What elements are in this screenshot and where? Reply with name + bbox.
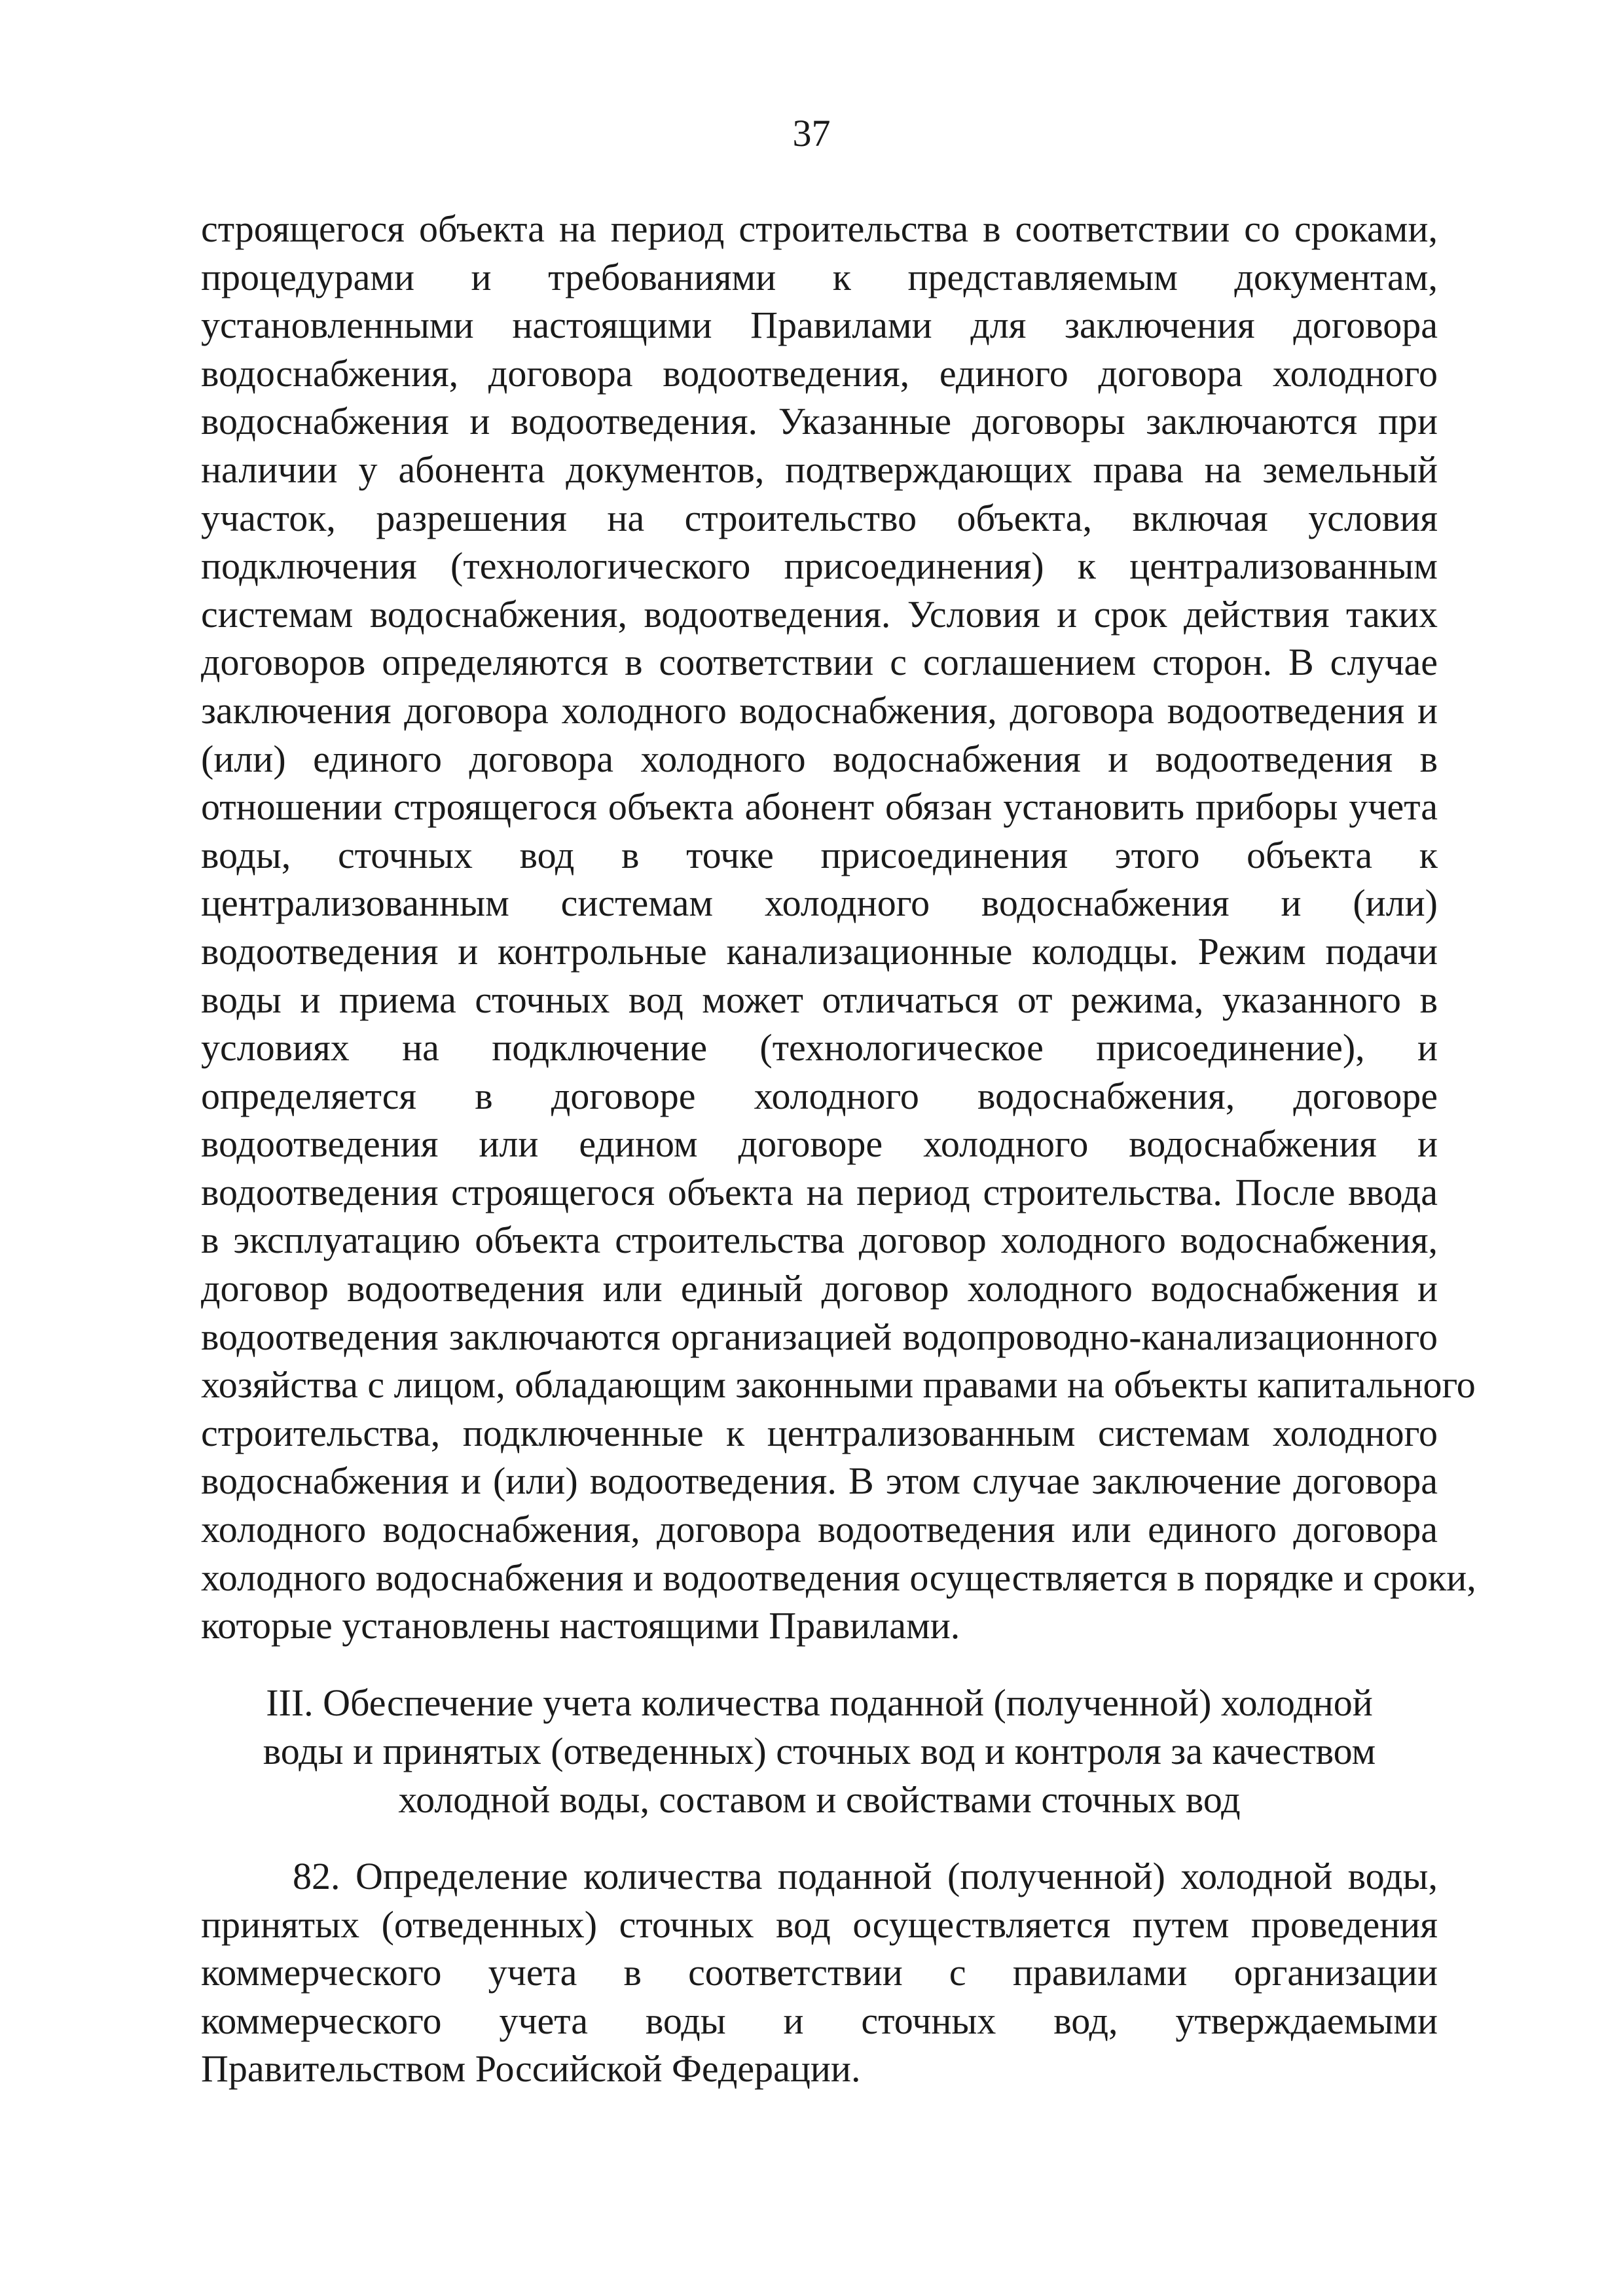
text-line: водоснабжения и (или) водоотведения. В этом случае заключение договора — [201, 1460, 1438, 1503]
text-line: водоотведения и контрольные канализационные колодцы. Режим подачи — [201, 929, 1438, 973]
text-line: определяется в договоре холодного водоснабжения, договоре — [201, 1074, 1438, 1117]
text-line: которые установлены настоящими Правилами. — [201, 1604, 960, 1647]
text-line: договоров определяются в соответствии с соглашением сторон. В случае — [201, 641, 1438, 684]
text-line: установленными настоящими Правилами для заключения договора — [201, 304, 1438, 347]
paragraph-continuation — [201, 205, 1476, 1650]
text-line: наличии у абонента документов, подтверждающих права на земельный — [201, 448, 1438, 491]
text-line: условиях на подключение (технологическое присоединение), и — [201, 1026, 1438, 1069]
text-line: строительства, подключенные к централизованным системам холодного — [201, 1411, 1438, 1454]
text-line: строящегося объекта на период строительства в соответствии со сроками, — [201, 207, 1438, 250]
text-line: холодного водоснабжения и водоотведения осуществляется в порядке и сроки, — [201, 1556, 1476, 1599]
text-line: Правительством Российской Федерации. — [201, 2047, 861, 2090]
text-line: водоснабжения, договора водоотведения, единого договора холодного — [201, 351, 1438, 395]
text-line: водоотведения заключаются организацией водопроводно-канализационного — [201, 1315, 1438, 1358]
text-line: воды, сточных вод в точке присоединения этого объекта к — [201, 833, 1438, 876]
text-line: отношении строящегося объекта абонент обязан установить приборы учета — [201, 785, 1438, 829]
section-heading — [201, 1679, 1438, 1824]
text-line: подключения (технологического присоединения) к централизованным — [201, 545, 1438, 588]
text-line: договор водоотведения или единый договор холодного водоснабжения и — [201, 1267, 1438, 1310]
text-line: принятых (отведенных) сточных вод осуществляется путем проведения — [201, 1903, 1438, 1946]
text-line: заключения договора холодного водоснабжения, договора водоотведения и — [201, 689, 1438, 732]
text-line: водоснабжения и водоотведения. Указанные договоры заключаются при — [201, 400, 1438, 443]
text-line: (или) единого договора холодного водоснабжения и водоотведения в — [201, 737, 1438, 780]
paragraph-82 — [201, 1852, 1438, 2093]
text-line: участок, разрешения на строительство объекта, включая условия — [201, 496, 1438, 539]
text-line: коммерческого учета воды и сточных вод, утверждаемыми — [201, 1999, 1438, 2042]
text-line: системам водоснабжения, водоотведения. Условия и срок действия таких — [201, 592, 1438, 636]
heading-line: воды и принятых (отведенных) сточных вод и контроля за качеством — [263, 1730, 1376, 1772]
text-line: коммерческого учета в соответствии с правилами организации — [201, 1951, 1438, 1994]
text-line: 82. Определение количества поданной (полученной) холодной воды, — [293, 1855, 1438, 1897]
text-line: в эксплуатацию объекта строительства договор холодного водоснабжения, — [201, 1219, 1438, 1262]
text-line: процедурами и требованиями к представляемым документам, — [201, 255, 1438, 298]
text-line: централизованным системам холодного водоснабжения и (или) — [201, 882, 1438, 925]
heading-line: III. Обеспечение учета количества поданной (полученной) холодной — [266, 1681, 1373, 1724]
text-line: водоотведения строящегося объекта на период строительства. После ввода — [201, 1170, 1438, 1213]
text-line: воды и приема сточных вод может отличаться от режима, указанного в — [201, 978, 1438, 1021]
page-number: 37 — [792, 112, 831, 154]
heading-line: холодной воды, составом и свойствами сточных вод — [398, 1778, 1241, 1821]
text-line: хозяйства с лицом, обладающим законными правами на объекты капитального — [201, 1363, 1476, 1407]
text-line: холодного водоснабжения, договора водоотведения или единого договора — [201, 1508, 1438, 1551]
text-line: водоотведения или едином договоре холодного водоснабжения и — [201, 1122, 1438, 1166]
